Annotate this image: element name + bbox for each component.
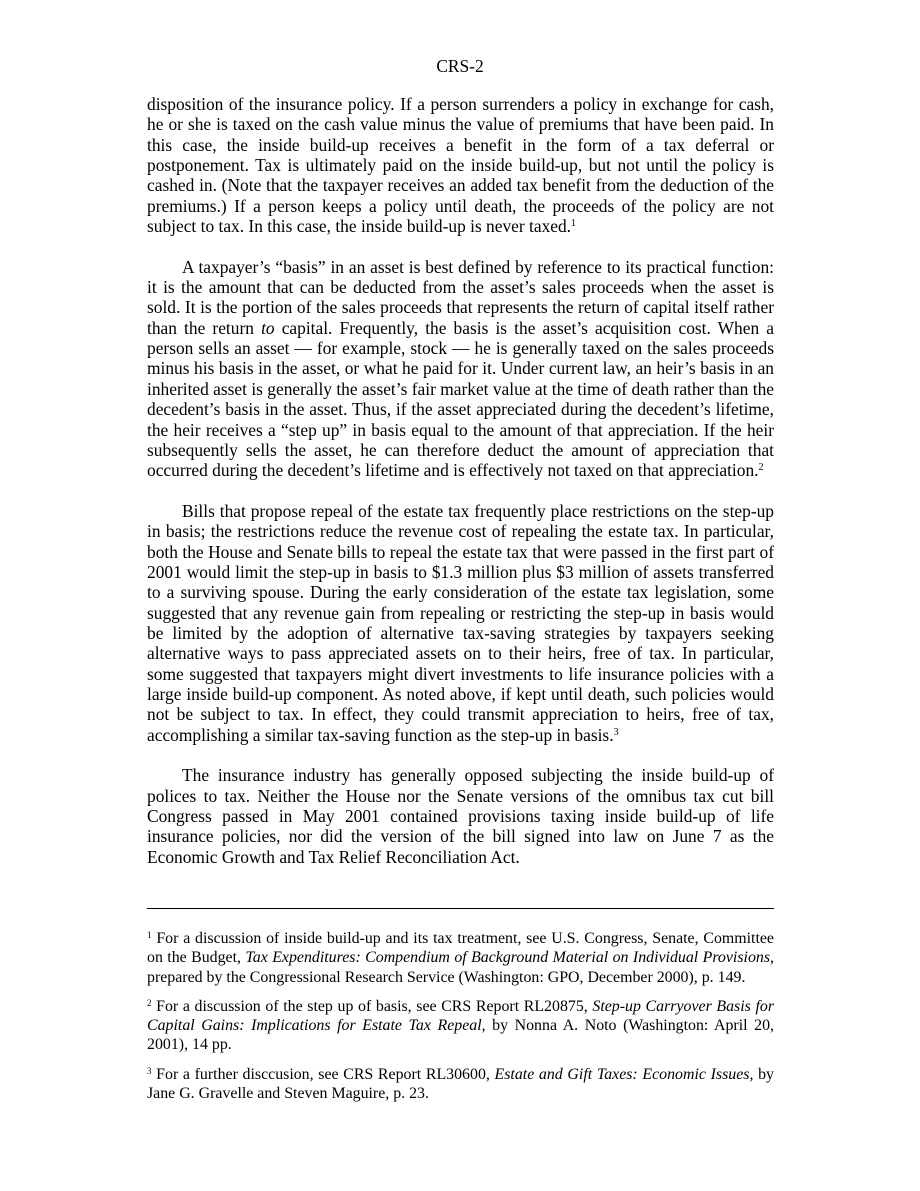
page-header: CRS-2: [436, 56, 484, 76]
footnote-ref-3[interactable]: 3: [613, 726, 619, 738]
footnote-number: 1: [147, 930, 152, 940]
footnote-ref-2[interactable]: 2: [758, 462, 764, 474]
paragraph-text: capital. Frequently, the basis is the asset’s acquisition cost. When a person sells an asset — for example, stock — he is generally taxed on the sales proceeds minus his basis in the asset, or what he paid for it. Under current law, an heir’s basis in an inherited asset is generally the asset’s fair market value at the time of death rather than the decedent’s basis in the asset. Thus, if the asset appreciated during the decedent’s lifetime, the heir receives a “step up” in basis equal to the amount of that appreciation. If the heir subsequently sells the asset, he can therefore deduct the amount of appreciation that occurred during the decedent’s lifetime and is effectively not taxed on that appreciation.: [147, 317, 774, 481]
footnote-3: [147, 1065, 774, 1104]
footnote-number: 3: [147, 1065, 152, 1076]
footnote-number: 2: [147, 997, 152, 1008]
footnote-title: Tax Expenditures: Compendium of Background Material on Individual Provisions: [245, 949, 771, 967]
paragraph-4: [147, 765, 774, 867]
footnote-text: , prepared by the Congressional Research Service (Washington: GPO, December 2000), p. 149.: [147, 949, 774, 986]
paragraph-1: [147, 94, 774, 236]
emphasis-to: to: [261, 317, 275, 338]
footnote-divider: [147, 908, 774, 909]
paragraph-text: disposition of the insurance policy. If a person surrenders a policy in exchange for cash, he or she is taxed on the cash value minus the value of premiums that have been paid. In this case, the inside build-up receives a benefit in the form of a tax deferral or postponement. Tax is ultimately paid on the inside build-up, but not until the policy is cashed in. (Note that the taxpayer receives an added tax benefit from the deduction of the premiums.) If a person keeps a policy until death, the proceeds of the policy are not subject to tax. In this case, the inside build-up is never taxed.: [147, 94, 774, 237]
footnote-text: For a discussion of inside build-up and its tax treatment, see U.S. Congress, Senate, Committee on the Budget,: [147, 930, 774, 967]
paragraph-2: [147, 257, 774, 481]
footnote-title: Estate and Gift Taxes: Economic Issues: [494, 1065, 750, 1083]
footnote-text: , by Nonna A. Noto (Washington: April 20, 2001), 14 pp.: [147, 1017, 774, 1054]
paragraph-text: A taxpayer’s “basis” in an asset is best defined by reference to its practical function: it is the amount that can be deducted from the asset’s sales proceeds when the asset is sold. It is the portion of the sales proceeds that represents the return of capital itself rather than the return: [147, 256, 774, 338]
footnote-text: , by Jane G. Gravelle and Steven Maguire, p. 23.: [147, 1065, 774, 1103]
footnote-title: Step-up Carryover Basis for Capital Gains: Implications for Estate Tax Repeal: [147, 997, 775, 1035]
footnote-text: For a further disccusion, see CRS Report RL30600,: [156, 1065, 495, 1083]
paragraph-text: Bills that propose repeal of the estate tax frequently place restrictions on the step-up in basis; the restrictions reduce the revenue cost of repealing the estate tax. In particular, both the House and Senate bills to repeal the estate tax that were passed in the first part of 2001 would limit the step-up in basis to $1.3 million plus $3 million of assets transferred to a surviving spouse. During the early consideration of the estate tax legislation, some suggested that any revenue gain from repealing or restricting the step-up in basis would be limited by the adoption of alternative tax-saving strategies by taxpayers seeking alternative ways to pass appreciated assets on to their heirs, free of tax. In particular, some suggested that taxpayers might divert investments to life insurance policies with a large inside build-up component. As noted above, if kept until death, such policies would not be subject to tax. In effect, they could transmit appreciation to heirs, free of tax, accomplishing a similar tax-saving function as the step-up in basis.: [147, 500, 774, 745]
footnotes: [147, 929, 774, 1113]
footnote-text: For a discussion of the step up of basis, see CRS Report RL20875,: [156, 997, 593, 1015]
paragraph-3: [147, 501, 774, 745]
footnote-2: [147, 997, 774, 1055]
footnote-1: [147, 929, 774, 987]
footnote-ref-1[interactable]: 1: [571, 218, 577, 230]
paragraph-text: The insurance industry has generally opposed subjecting the inside build-up of polices to tax. Neither the House nor the Senate versions of the omnibus tax cut bill Congress passed in May 2001 contained provisions taxing inside build-up of life insurance policies, nor did the version of the bill signed into law on June 7 as the Economic Growth and Tax Relief Reconciliation Act.: [147, 765, 774, 867]
body-text: [147, 94, 774, 887]
